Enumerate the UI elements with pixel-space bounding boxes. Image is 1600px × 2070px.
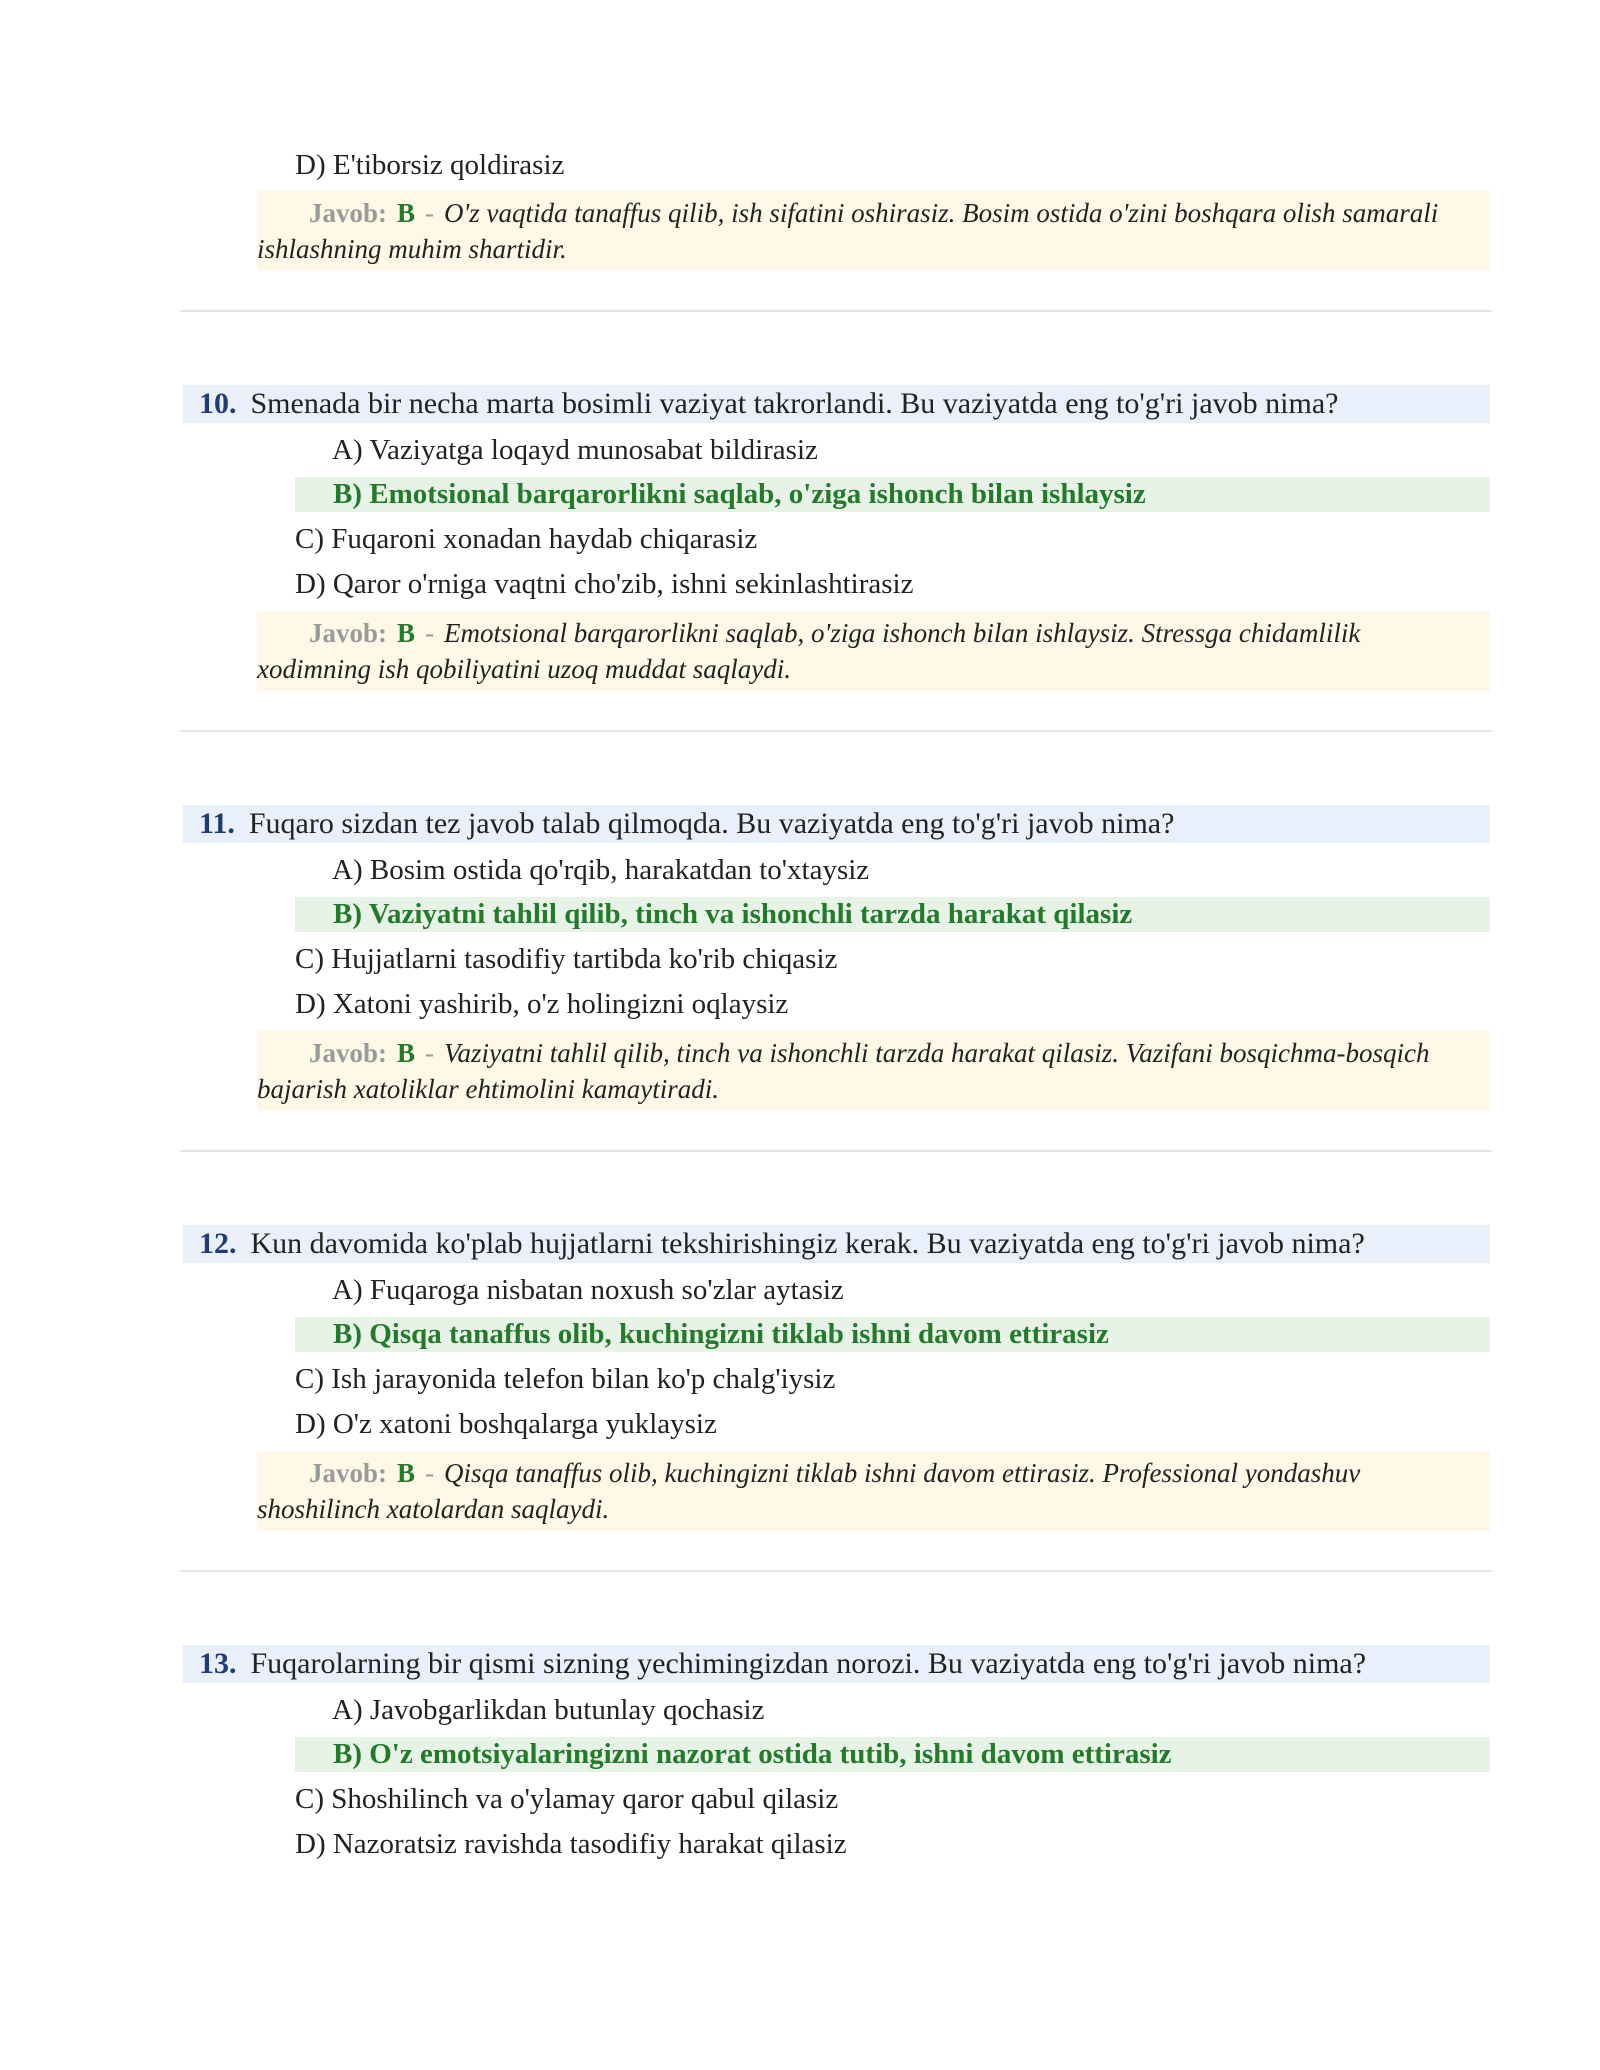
option-a: A) Vaziyatga loqayd munosabat bildirasiz — [332, 434, 818, 466]
answer-dash: - — [425, 1038, 435, 1068]
answer-label: Javob: — [309, 1038, 388, 1068]
question-text: Smenada bir necha marta bosimli vaziyat takrorlandi. Bu vaziyatda eng to'g'ri javob nima? — [250, 387, 1339, 420]
divider — [180, 310, 1492, 312]
answer-dash: - — [425, 618, 435, 648]
answer-dash: - — [425, 1458, 435, 1488]
question-text: Kun davomida ko'plab hujjatlarni tekshirishingiz kerak. Bu vaziyatda eng to'g'ri javob nima? — [250, 1227, 1365, 1260]
divider — [180, 730, 1492, 732]
option-a: A) Fuqaroga nisbatan noxush so'zlar aytasiz — [332, 1274, 844, 1306]
option-d: D) Xatoni yashirib, o'z holingizni oqlaysiz — [295, 988, 789, 1020]
option-d: D) O'z xatoni boshqalarga yuklaysiz — [295, 1408, 717, 1440]
answer-letter: B — [397, 1038, 416, 1068]
option-b-correct: B) Qisqa tanaffus olib, kuchingizni tiklab ishni davom ettirasiz — [295, 1317, 1490, 1352]
question-10 — [183, 385, 1490, 423]
answer-explanation: O'z vaqtida tanaffus qilib, ish sifatini oshirasiz. Bosim ostida o'zini boshqara olish samarali ishlashning muhim shartidir. — [257, 198, 1439, 264]
answer-box — [257, 1031, 1490, 1111]
option-b-correct: B) O'z emotsiyalaringizni nazorat ostida tutib, ishni davom ettirasiz — [295, 1737, 1490, 1772]
answer-letter: B — [397, 618, 416, 648]
option-c: C) Fuqaroni xonadan haydab chiqarasiz — [295, 523, 758, 555]
question-number: 12. — [199, 1227, 237, 1260]
answer-label: Javob: — [309, 1458, 388, 1488]
question-number: 10. — [199, 387, 237, 420]
answer-label: Javob: — [309, 198, 388, 228]
option-c: C) Hujjatlarni tasodifiy tartibda ko'rib chiqasiz — [295, 943, 838, 975]
answer-explanation: Qisqa tanaffus olib, kuchingizni tiklab ishni davom ettirasiz. Professional yondashuv shoshilinch xatolardan saqlaydi. — [257, 1458, 1361, 1524]
answer-box — [257, 611, 1490, 691]
answer-letter: B — [397, 198, 416, 228]
option-b-correct: B) Emotsional barqarorlikni saqlab, o'ziga ishonch bilan ishlaysiz — [295, 477, 1490, 512]
answer-explanation: Vaziyatni tahlil qilib, tinch va ishonchli tarzda harakat qilasiz. Vazifani bosqichma-bosqich bajarish xatoliklar ehtimolini kamaytiradi. — [257, 1038, 1430, 1104]
answer-explanation: Emotsional barqarorlikni saqlab, o'ziga ishonch bilan ishlaysiz. Stressga chidamlilik xodimning ish qobiliyatini uzoq muddat saqlaydi. — [257, 618, 1361, 684]
divider — [180, 1570, 1492, 1572]
option-d: D) E'tiborsiz qoldirasiz — [295, 149, 565, 181]
question-number: 13. — [199, 1647, 237, 1680]
answer-box — [257, 1451, 1490, 1531]
option-d: D) Nazoratsiz ravishda tasodifiy harakat qilasiz — [295, 1828, 847, 1860]
answer-label: Javob: — [309, 618, 388, 648]
question-text: Fuqarolarning bir qismi sizning yechimingizdan norozi. Bu vaziyatda eng to'g'ri javob nima? — [250, 1647, 1367, 1680]
option-d: D) Qaror o'rniga vaqtni cho'zib, ishni sekinlashtirasiz — [295, 568, 914, 600]
answer-letter: B — [397, 1458, 416, 1488]
option-c: C) Ish jarayonida telefon bilan ko'p chalg'iysiz — [295, 1363, 836, 1395]
question-number: 11. — [199, 807, 235, 840]
question-11 — [183, 805, 1490, 843]
divider — [180, 1150, 1492, 1152]
answer-box — [257, 191, 1490, 271]
question-13 — [183, 1645, 1490, 1683]
question-12 — [183, 1225, 1490, 1263]
option-c: C) Shoshilinch va o'ylamay qaror qabul qilasiz — [295, 1783, 839, 1815]
question-text: Fuqaro sizdan tez javob talab qilmoqda. Bu vaziyatda eng to'g'ri javob nima? — [248, 807, 1175, 840]
option-a: A) Javobgarlikdan butunlay qochasiz — [332, 1694, 765, 1726]
answer-dash: - — [425, 198, 435, 228]
option-b-correct: B) Vaziyatni tahlil qilib, tinch va ishonchli tarzda harakat qilasiz — [295, 897, 1490, 932]
option-a: A) Bosim ostida qo'rqib, harakatdan to'xtaysiz — [332, 854, 870, 886]
